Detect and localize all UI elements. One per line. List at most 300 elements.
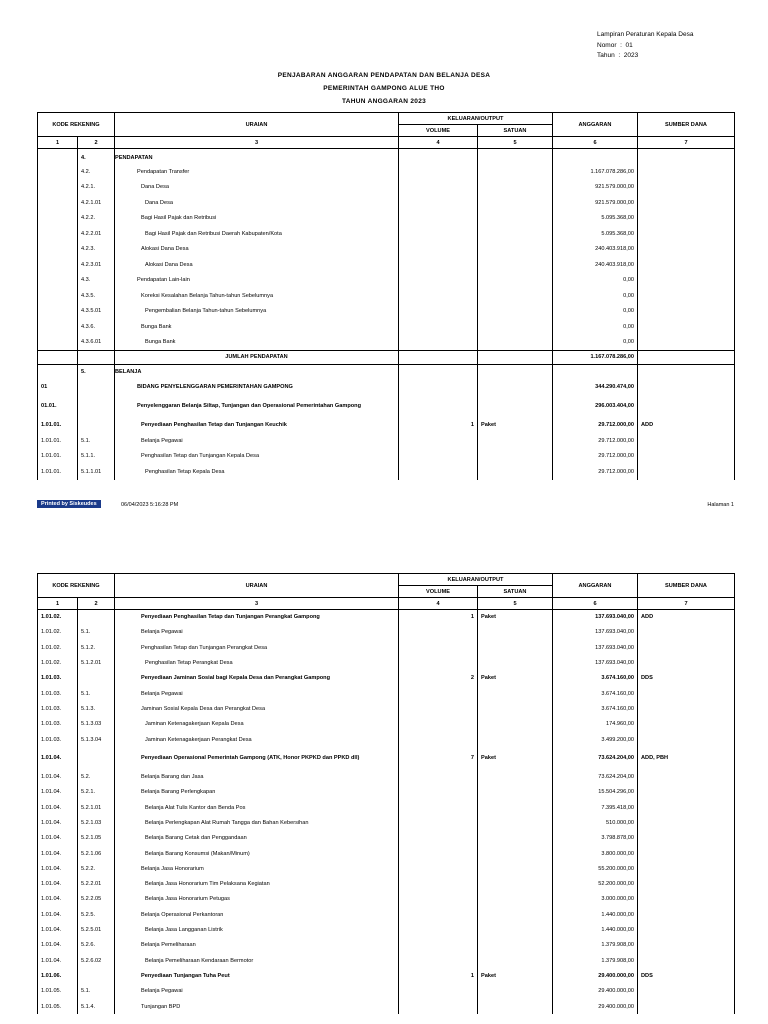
sumber-dana-cell (638, 846, 735, 861)
anggaran-cell: 29.400.000,00 (553, 984, 638, 999)
sumber-dana-cell: DDS (638, 671, 735, 686)
volume-cell (399, 625, 478, 640)
volume-cell (399, 686, 478, 701)
kode-bidang-cell: 1.01.06. (38, 968, 78, 983)
table-row (38, 449, 735, 465)
volume-cell: 7 (399, 747, 478, 769)
satuan-cell (478, 953, 553, 968)
satuan-cell (478, 938, 553, 953)
volume-cell (399, 892, 478, 907)
table-row (38, 831, 735, 846)
sumber-dana-cell (638, 226, 735, 242)
kode-rekening-cell: 5.1. (78, 625, 115, 640)
sumber-dana-cell (638, 686, 735, 701)
kode-bidang-cell (38, 180, 78, 196)
uraian-cell: Pendapatan Lain-lain (115, 273, 399, 289)
satuan-cell (478, 655, 553, 670)
anggaran-cell: 29.400.000,00 (553, 968, 638, 983)
table-row (38, 273, 735, 289)
volume-cell (399, 907, 478, 922)
uraian-cell: Belanja Operasional Perkantoran (115, 907, 399, 922)
col-header-sumber-dana: SUMBER DANA (638, 574, 735, 598)
uraian-cell: Penyediaan Tunjangan Tuha Peut (115, 968, 399, 983)
volume-cell (399, 769, 478, 784)
satuan-cell (478, 242, 553, 258)
sumber-dana-cell (638, 984, 735, 999)
table-row (38, 968, 735, 983)
table-row (38, 938, 735, 953)
sumber-dana-cell (638, 433, 735, 449)
table-row (38, 686, 735, 701)
table-row (38, 701, 735, 716)
uraian-cell: Belanja Barang dan Jasa (115, 769, 399, 784)
uraian-cell: Penghasilan Tetap dan Tunjangan Kepala Desa (115, 449, 399, 465)
kode-bidang-cell (38, 319, 78, 335)
uraian-cell: Dana Desa (115, 195, 399, 211)
kode-bidang-cell (38, 273, 78, 289)
volume-cell (399, 999, 478, 1014)
jumlah-pendapatan-row (38, 350, 735, 364)
volume-cell (399, 195, 478, 211)
satuan-cell (478, 686, 553, 701)
satuan-cell (478, 999, 553, 1014)
kode-rekening-cell: 5.2. (78, 769, 115, 784)
sumber-dana-cell: ADD (638, 610, 735, 625)
volume-cell (399, 449, 478, 465)
kode-bidang-cell: 1.01.03. (38, 686, 78, 701)
table-row (38, 747, 735, 769)
satuan-cell (478, 640, 553, 655)
col-number: 2 (78, 598, 115, 610)
satuan-cell (478, 304, 553, 320)
kode-rekening-cell: 5.2.1. (78, 785, 115, 800)
table-row (38, 846, 735, 861)
volume-cell (399, 984, 478, 999)
satuan-cell (478, 364, 553, 380)
anggaran-cell: 0,00 (553, 273, 638, 289)
kode-bidang-cell: 1.01.04. (38, 815, 78, 830)
sumber-dana-cell (638, 769, 735, 784)
tahun-label: Tahun (597, 52, 615, 59)
table-row (38, 717, 735, 732)
volume-cell (399, 226, 478, 242)
sumber-dana-cell (638, 815, 735, 830)
kode-rekening-cell (78, 380, 115, 396)
satuan-cell (478, 625, 553, 640)
sumber-dana-cell (638, 785, 735, 800)
uraian-cell: Pendapatan Transfer (115, 164, 399, 180)
kode-bidang-cell: 1.01.01. (38, 464, 78, 480)
satuan-cell (478, 180, 553, 196)
table-row (38, 319, 735, 335)
volume-cell (399, 242, 478, 258)
kode-rekening-cell: 4.3.6.01 (78, 335, 115, 351)
satuan-cell (478, 984, 553, 999)
table-row (38, 257, 735, 273)
anggaran-cell: 52.200.000,00 (553, 877, 638, 892)
kode-rekening-cell: 5.1.1. (78, 449, 115, 465)
tahun-value: 2023 (623, 52, 639, 59)
kode-bidang-cell: 1.01.04. (38, 922, 78, 937)
uraian-cell: BELANJA (115, 364, 399, 380)
header-info (597, 30, 693, 62)
kode-rekening-cell: 5.2.2. (78, 861, 115, 876)
kode-bidang-cell (38, 195, 78, 211)
kode-bidang-cell: 1.01.05. (38, 984, 78, 999)
kode-rekening-cell: 5.2.5.01 (78, 922, 115, 937)
uraian-cell: Penyediaan Jaminan Sosial bagi Kepala Desa dan Perangkat Gampong (115, 671, 399, 686)
jumlah-pendapatan-label: JUMLAH PENDAPATAN (115, 350, 399, 364)
anggaran-cell: 29.712.000,00 (553, 449, 638, 465)
col-number: 1 (38, 598, 78, 610)
sumber-dana-cell (638, 861, 735, 876)
volume-cell (399, 815, 478, 830)
kode-rekening-cell: 5.2.1.06 (78, 846, 115, 861)
kode-bidang-cell (38, 304, 78, 320)
uraian-cell: Belanja Pegawai (115, 625, 399, 640)
col-header-kode-rekening: KODE REKENING (38, 113, 115, 137)
table-row (38, 304, 735, 320)
satuan-cell (478, 831, 553, 846)
document-title: PENJABARAN ANGGARAN PENDAPATAN DAN BELANJA DESA (277, 72, 491, 79)
col-number: 4 (399, 137, 478, 149)
col-header-volume: VOLUME (399, 586, 478, 598)
table-row (38, 625, 735, 640)
kode-rekening-cell: 5.1.3. (78, 701, 115, 716)
col-header-kode-rekening: KODE REKENING (38, 574, 115, 598)
sumber-dana-cell (638, 180, 735, 196)
volume-cell (399, 861, 478, 876)
sumber-dana-cell (638, 922, 735, 937)
col-header-anggaran: ANGGARAN (553, 574, 638, 598)
anggaran-cell: 29.712.000,00 (553, 464, 638, 480)
anggaran-cell: 55.200.000,00 (553, 861, 638, 876)
satuan-cell: Paket (478, 747, 553, 769)
print-date: 06/04/2023 5:16:28 PM (121, 502, 179, 508)
kode-bidang-cell: 1.01.02. (38, 655, 78, 670)
kode-rekening-cell: 4.2.1.01 (78, 195, 115, 211)
col-number: 7 (638, 598, 735, 610)
kode-rekening-cell (78, 418, 115, 434)
kode-rekening-cell: 4.2.2. (78, 211, 115, 227)
satuan-cell (478, 846, 553, 861)
anggaran-cell: 7.395.418,00 (553, 800, 638, 815)
uraian-cell: Belanja Pegawai (115, 686, 399, 701)
sumber-dana-cell (638, 149, 735, 165)
fiscal-year-title: TAHUN ANGGARAN 2023 (341, 98, 427, 105)
kode-bidang-cell (38, 335, 78, 351)
uraian-cell: Belanja Pegawai (115, 433, 399, 449)
kode-bidang-cell: 1.01.02. (38, 640, 78, 655)
volume-cell (399, 304, 478, 320)
col-header-uraian: URAIAN (115, 113, 399, 137)
table-row (38, 800, 735, 815)
sumber-dana-cell (638, 877, 735, 892)
kode-bidang-cell: 1.01.05. (38, 999, 78, 1014)
table-row (38, 395, 735, 418)
kode-rekening-cell: 4.3.5. (78, 288, 115, 304)
satuan-cell (478, 257, 553, 273)
anggaran-cell: 0,00 (553, 304, 638, 320)
sumber-dana-cell (638, 288, 735, 304)
volume-cell (399, 464, 478, 480)
sumber-dana-cell (638, 800, 735, 815)
col-header-uraian: URAIAN (115, 574, 399, 598)
anggaran-cell: 137.693.040,00 (553, 640, 638, 655)
kode-bidang-cell (38, 164, 78, 180)
kode-rekening-cell (78, 747, 115, 769)
anggaran-cell: 0,00 (553, 335, 638, 351)
table-row (38, 164, 735, 180)
volume-cell (399, 164, 478, 180)
table-row (38, 922, 735, 937)
satuan-cell (478, 395, 553, 418)
col-header-keluaran-output: KELUARAN/OUTPUT (399, 574, 553, 586)
volume-cell (399, 701, 478, 716)
satuan-cell (478, 164, 553, 180)
table-row (38, 815, 735, 830)
volume-cell (399, 732, 478, 747)
anggaran-cell: 137.693.040,00 (553, 625, 638, 640)
col-header-anggaran: ANGGARAN (553, 113, 638, 137)
uraian-cell: Belanja Pegawai (115, 984, 399, 999)
sumber-dana-cell (638, 449, 735, 465)
kode-bidang-cell (38, 257, 78, 273)
satuan-cell (478, 273, 553, 289)
col-number: 6 (553, 137, 638, 149)
volume-cell (399, 717, 478, 732)
anggaran-cell: 921.579.000,00 (553, 195, 638, 211)
uraian-cell: Belanja Barang Cetak dan Penggandaan (115, 831, 399, 846)
anggaran-cell (553, 364, 638, 380)
kode-rekening-cell: 5.1.3.04 (78, 732, 115, 747)
table-row (38, 464, 735, 480)
uraian-cell: Belanja Pemeliharaan (115, 938, 399, 953)
anggaran-cell: 0,00 (553, 288, 638, 304)
kode-bidang-cell: 1.01.04. (38, 877, 78, 892)
anggaran-cell: 5.095.368,00 (553, 226, 638, 242)
sumber-dana-cell (638, 938, 735, 953)
table-row (38, 953, 735, 968)
anggaran-cell: 137.693.040,00 (553, 655, 638, 670)
table-row (38, 288, 735, 304)
anggaran-cell: 73.624.204,00 (553, 769, 638, 784)
table-row (38, 640, 735, 655)
sumber-dana-cell (638, 655, 735, 670)
uraian-cell: Penyediaan Penghasilan Tetap dan Tunjangan Perangkat Gampong (115, 610, 399, 625)
sumber-dana-cell (638, 304, 735, 320)
sumber-dana-cell (638, 625, 735, 640)
kode-bidang-cell (38, 364, 78, 380)
anggaran-cell: 240.403.918,00 (553, 242, 638, 258)
kode-rekening-cell: 5.1.2. (78, 640, 115, 655)
volume-cell (399, 257, 478, 273)
table-row (38, 984, 735, 999)
uraian-cell: Belanja Perlengkapan Alat Rumah Tangga dan Bahan Kebersihan (115, 815, 399, 830)
satuan-cell (478, 769, 553, 784)
sumber-dana-cell (638, 242, 735, 258)
kode-rekening-cell: 5.2.2.01 (78, 877, 115, 892)
kode-rekening-cell: 5.2.2.05 (78, 892, 115, 907)
jumlah-pendapatan-value: 1.167.078.286,00 (553, 350, 638, 364)
table-row (38, 149, 735, 165)
uraian-cell: Belanja Barang Perlengkapan (115, 785, 399, 800)
anggaran-cell (553, 149, 638, 165)
sumber-dana-cell (638, 335, 735, 351)
kode-bidang-cell: 1.01.02. (38, 610, 78, 625)
sumber-dana-cell (638, 831, 735, 846)
uraian-cell: Bunga Bank (115, 335, 399, 351)
satuan-cell (478, 892, 553, 907)
uraian-cell: Penghasilan Tetap Perangkat Desa (115, 655, 399, 670)
kode-bidang-cell: 1.01.03. (38, 717, 78, 732)
uraian-cell: Penyelenggaran Belanja Siltap, Tunjangan dan Operasional Pemerintahan Gampong (115, 395, 399, 418)
sumber-dana-cell (638, 364, 735, 380)
nomor-line: Nomor : 01 (597, 41, 633, 49)
table-row (38, 785, 735, 800)
anggaran-cell: 29.400.000,00 (553, 999, 638, 1014)
kode-rekening-cell: 4.3.6. (78, 319, 115, 335)
anggaran-cell: 3.674.160,00 (553, 701, 638, 716)
kode-rekening-cell: 4.2.3. (78, 242, 115, 258)
kode-bidang-cell: 1.01.04. (38, 907, 78, 922)
table-row (38, 999, 735, 1014)
printed-by-badge: Printed by Siskeudes (37, 500, 101, 508)
table-row (38, 180, 735, 196)
kode-bidang-cell: 01.01. (38, 395, 78, 418)
col-number: 2 (78, 137, 115, 149)
kode-rekening-cell: 5.2.6. (78, 938, 115, 953)
kode-bidang-cell: 1.01.04. (38, 769, 78, 784)
sumber-dana-cell (638, 701, 735, 716)
anggaran-cell: 344.290.474,00 (553, 380, 638, 396)
kode-bidang-cell (38, 242, 78, 258)
kode-bidang-cell: 1.01.04. (38, 953, 78, 968)
satuan-cell (478, 319, 553, 335)
satuan-cell (478, 717, 553, 732)
satuan-cell (478, 877, 553, 892)
kode-rekening-cell (78, 671, 115, 686)
volume-cell (399, 149, 478, 165)
anggaran-cell: 240.403.918,00 (553, 257, 638, 273)
sumber-dana-cell (638, 380, 735, 396)
table-row (38, 226, 735, 242)
kode-bidang-cell: 1.01.01. (38, 418, 78, 434)
satuan-cell: Paket (478, 610, 553, 625)
volume-cell (399, 364, 478, 380)
kode-rekening-cell: 5.1.1.01 (78, 464, 115, 480)
nomor-value: 01 (625, 41, 633, 49)
satuan-cell (478, 800, 553, 815)
kode-rekening-cell: 5.2.1.03 (78, 815, 115, 830)
satuan-cell (478, 861, 553, 876)
kode-bidang-cell (38, 211, 78, 227)
uraian-cell: Koreksi Kesalahan Belanja Tahun-tahun Sebelumnya (115, 288, 399, 304)
nomor-label: Nomor (597, 41, 617, 49)
sumber-dana-cell (638, 211, 735, 227)
anggaran-cell: 3.499.200,00 (553, 732, 638, 747)
uraian-cell: Alokasi Dana Desa (115, 242, 399, 258)
satuan-cell (478, 226, 553, 242)
anggaran-cell: 1.379.908,00 (553, 953, 638, 968)
table-row (38, 907, 735, 922)
kode-bidang-cell (38, 226, 78, 242)
uraian-cell: Tunjangan BPD (115, 999, 399, 1014)
kode-rekening-cell: 5.1. (78, 433, 115, 449)
anggaran-cell: 921.579.000,00 (553, 180, 638, 196)
sumber-dana-cell (638, 164, 735, 180)
kode-bidang-cell: 1.01.04. (38, 831, 78, 846)
volume-cell (399, 211, 478, 227)
anggaran-cell: 15.504.296,00 (553, 785, 638, 800)
anggaran-cell: 1.379.908,00 (553, 938, 638, 953)
kode-rekening-cell: 5.1.4. (78, 999, 115, 1014)
sumber-dana-cell: DDS (638, 968, 735, 983)
satuan-cell (478, 211, 553, 227)
kode-bidang-cell: 1.01.03. (38, 732, 78, 747)
table-row (38, 610, 735, 625)
col-number: 5 (478, 137, 553, 149)
volume-cell: 1 (399, 610, 478, 625)
budget-table-page-2 (37, 573, 735, 1014)
volume-cell (399, 877, 478, 892)
volume-cell: 1 (399, 418, 478, 434)
kode-rekening-cell: 5.2.5. (78, 907, 115, 922)
kode-rekening-cell: 4.3. (78, 273, 115, 289)
volume-cell (399, 380, 478, 396)
volume-cell (399, 335, 478, 351)
table-row (38, 242, 735, 258)
anggaran-cell: 3.000.000,00 (553, 892, 638, 907)
uraian-cell: Bagi Hasil Pajak dan Retribusi (115, 211, 399, 227)
anggaran-cell: 3.800.000,00 (553, 846, 638, 861)
volume-cell (399, 433, 478, 449)
uraian-cell: Alokasi Dana Desa (115, 257, 399, 273)
table-row (38, 861, 735, 876)
volume-cell (399, 785, 478, 800)
table-row (38, 211, 735, 227)
anggaran-cell: 3.798.878,00 (553, 831, 638, 846)
budget-table-page-1 (37, 112, 735, 480)
table-row (38, 877, 735, 892)
volume-cell (399, 319, 478, 335)
volume-cell (399, 831, 478, 846)
kode-bidang-cell (38, 288, 78, 304)
uraian-cell: Belanja Jasa Honorarium Tim Pelaksana Kegiatan (115, 877, 399, 892)
kode-bidang-cell: 1.01.04. (38, 747, 78, 769)
satuan-cell (478, 464, 553, 480)
uraian-cell: Jaminan Ketenagakerjaan Kepala Desa (115, 717, 399, 732)
satuan-cell (478, 815, 553, 830)
volume-cell (399, 395, 478, 418)
uraian-cell: Jaminan Sosial Kepala Desa dan Perangkat Desa (115, 701, 399, 716)
col-number: 3 (115, 137, 399, 149)
satuan-cell (478, 907, 553, 922)
satuan-cell (478, 732, 553, 747)
sumber-dana-cell (638, 953, 735, 968)
kode-bidang-cell: 1.01.02. (38, 625, 78, 640)
anggaran-cell: 1.440.000,00 (553, 922, 638, 937)
satuan-cell: Paket (478, 671, 553, 686)
table-row (38, 418, 735, 434)
uraian-cell: Penyediaan Operasional Pemerintah Gampong (ATK, Honor PKPKD dan PPKD dll) (115, 747, 399, 769)
volume-cell: 2 (399, 671, 478, 686)
kode-bidang-cell: 1.01.04. (38, 800, 78, 815)
kode-rekening-cell: 5.2.1.05 (78, 831, 115, 846)
table-row (38, 671, 735, 686)
sumber-dana-cell (638, 892, 735, 907)
col-number: 4 (399, 598, 478, 610)
